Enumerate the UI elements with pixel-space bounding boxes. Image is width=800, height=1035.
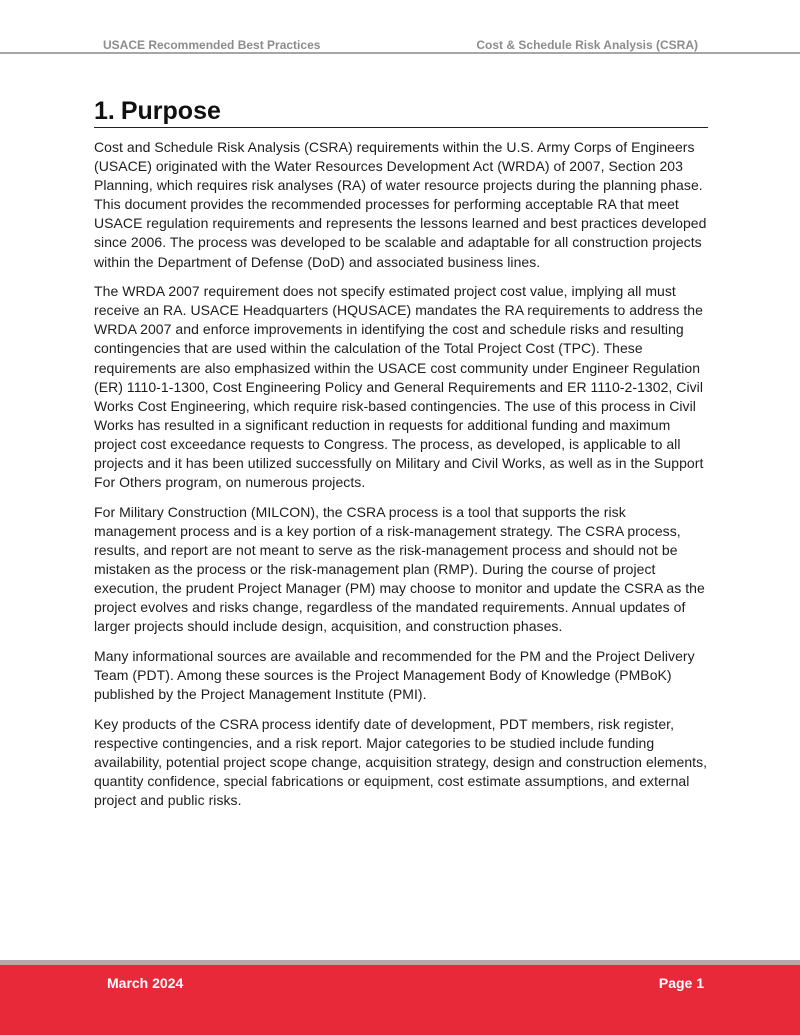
page-number: Page 1 bbox=[658, 975, 704, 991]
footer-date: March 2024 bbox=[107, 975, 184, 991]
paragraph: Key products of the CSRA process identify date of development, PDT members, risk register, respective contingencies, and a risk report. Major categories to be studied include funding availability, potential project scope change, acquisition strategy, design and construction elements, quantity confidence, special fabrications or equipment, cost estimate assumptions, and external project and public risks. bbox=[94, 715, 708, 808]
header-document-title: USACE Recommended Best Practices bbox=[103, 38, 321, 52]
page-header bbox=[0, 0, 800, 54]
header-document-subject: Cost & Schedule Risk Analysis (CSRA) bbox=[476, 38, 698, 52]
section-body bbox=[94, 138, 708, 810]
page-content bbox=[94, 96, 708, 821]
paragraph: For Military Construction (MILCON), the CSRA process is a tool that supports the risk management process and is a key portion of a risk-management strategy. The CSRA process, results, and report are not meant to serve as the risk-management process and should not be mistaken as the process or the risk-management plan (RMP). During the course of project execution, the prudent Project Manager (PM) may choose to monitor and update the CSRA as the project evolves and risks change, regardless of the mandated requirements. Annual updates of larger projects should include design, acquisition, and construction phases. bbox=[94, 503, 705, 635]
paragraph: Cost and Schedule Risk Analysis (CSRA) requirements within the U.S. Army Corps of Engineers (USACE) originated with the Water Resources Development Act (WRDA) of 2007, Section 203 Planning, which requires risk analyses (RA) of water resource projects during the planning phase. This document provides the recommended processes for performing acceptable RA that meet USACE regulation requirements and represents the lessons learned and best practices developed since 2006. The process was developed to be scalable and adaptable for all construction projects within the Department of Defense (DoD) and associated business lines. bbox=[94, 139, 707, 270]
page-footer bbox=[0, 965, 800, 1035]
section-number: 1. bbox=[94, 97, 115, 125]
section-title: Purpose bbox=[120, 97, 221, 125]
paragraph: The WRDA 2007 requirement does not specify estimated project cost value, implying all must receive an RA. USACE Headquarters (HQUSACE) mandates the RA requirements to address the WRDA 2007 and enforce improvements in identifying the cost and schedule risks and resulting contingencies that are used within the calculation of the Total Project Cost (TPC). These requirements are also emphasized within the USACE cost community under Engineer Regulation (ER) 1110-1-1300, Cost Engineering Policy and General Requirements and ER 1110-2-1302, Civil Works Cost Engineering, which require risk-based contingencies. The use of this process in Civil Works has resulted in a significant reduction in requests for additional funding and maximum project cost exceedance requests to Congress. The process, as developed, is applicable to all projects and it has been utilized successfully on Military and Civil Works, as well as in the Support For Others program, on numerous projects. bbox=[94, 283, 704, 491]
paragraph: Many informational sources are available and recommended for the PM and the Project Delivery Team (PDT). Among these sources is the Project Management Body of Knowledge (PMBoK) published by the Project Management Institute (PMI). bbox=[94, 647, 695, 703]
section-heading bbox=[94, 96, 708, 128]
